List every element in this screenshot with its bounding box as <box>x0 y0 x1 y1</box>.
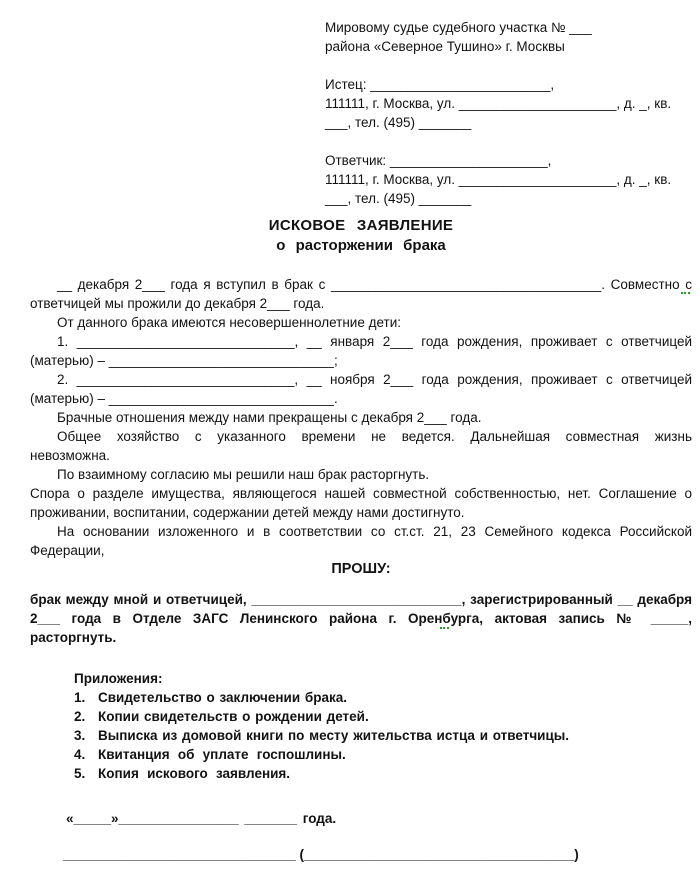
body-line: По взаимному согласию мы решили наш брак расторгнуть. <box>57 467 430 482</box>
spellcheck-underline <box>681 292 690 294</box>
body-line: Брачные отношения между нами прекращены с декабря 2___ года. <box>57 410 482 425</box>
body-line: (матерью) – ______________________________; <box>30 353 338 368</box>
attachment-item-text: Выписка из домовой книги по месту жительства истца и ответчицы. <box>98 728 570 743</box>
date-blank-line: «_____»________________ _______ года. <box>66 811 337 826</box>
statement-paragraphs <box>30 275 692 560</box>
prayer-heading: ПРОШУ: <box>331 561 391 577</box>
body-line: ответчицей мы прожили до декабря 2___ года. <box>30 296 325 311</box>
request-line: расторгнуть. <box>30 630 117 645</box>
attachment-item-number: 5. <box>74 766 86 781</box>
defendant-label-line: Ответчик: _____________________, <box>325 153 552 168</box>
body-line: невозможна. <box>30 448 110 463</box>
request-line: брак между мной и ответчицей, ____________________________, зарегистрированный __ декабря <box>30 592 692 607</box>
body-line: Федерации, <box>30 543 105 558</box>
court-header-block <box>325 18 697 208</box>
body-line: От данного брака имеются несовершеннолетние дети: <box>57 315 401 330</box>
body-line: Общее хозяйство с указанного времени не ведется. Дальнейшая совместная жизнь <box>57 429 692 444</box>
attachment-item-text: Свидетельство о заключении брака. <box>98 690 347 705</box>
attachment-item <box>74 688 680 707</box>
body-line: проживании, воспитании, содержании детей между нами достигнуто. <box>30 505 465 520</box>
attachment-item-text: Копия искового заявления. <box>98 766 291 781</box>
court-name-line: Мировому судье судебного участка № ___ <box>325 20 592 35</box>
attachment-item-number: 3. <box>74 728 86 743</box>
body-line: 2. _____________________________, __ ноября 2___ года рождения, проживает с ответчицей <box>57 372 692 387</box>
court-district-line: района «Северное Тушино» г. Москвы <box>325 39 565 54</box>
body-text-block <box>30 275 692 647</box>
body-line: __ декабря 2___ года я вступил в брак с ____________________________________. Совместно с <box>57 277 692 292</box>
header-spacer <box>325 132 697 151</box>
plaintiff-address-line: 111111, г. Москва, ул. _____________________, д. _, кв. <box>325 96 672 111</box>
spellcheck-underline <box>440 627 449 629</box>
attachment-item-text: Копии свидетельств о рождении детей. <box>98 709 369 724</box>
request-line: 2___ года в Отделе ЗАГС Ленинского района г. Оренбурга, актовая запись № _____, <box>30 611 692 626</box>
body-line: 1. _____________________________, __ января 2___ года рождения, проживает с ответчицей <box>57 334 692 349</box>
attachments-heading: Приложения: <box>74 671 163 686</box>
document-title-line2: о расторжении брака <box>276 237 446 254</box>
attachment-item <box>74 707 680 726</box>
defendant-address-line: 111111, г. Москва, ул. _____________________, д. _, кв. <box>325 172 672 187</box>
attachments-list <box>74 688 680 783</box>
attachment-item-number: 1. <box>74 690 86 705</box>
body-line: На основании изложенного и в соответствии со ст.ст. 21, 23 Семейного кодекса Российской <box>57 524 692 539</box>
attachment-item <box>74 726 680 745</box>
plaintiff-phone-line: ___, тел. (495) _______ <box>325 115 472 130</box>
request-paragraph <box>30 590 692 647</box>
body-line: (матерью) – ______________________________. <box>30 391 338 406</box>
header-spacer <box>325 56 697 75</box>
document-title-line1: ИСКОВОЕ ЗАЯВЛЕНИЕ <box>268 217 454 234</box>
body-line: Спора о разделе имущества, являющегося нашей совместной собственностью, нет. Соглашение о <box>30 486 692 501</box>
document-title <box>30 216 692 256</box>
attachments-block <box>74 669 680 783</box>
attachment-item-text: Квитанция об уплате госпошлины. <box>98 747 346 762</box>
defendant-phone-line: ___, тел. (495) _______ <box>325 191 472 206</box>
attachment-item <box>74 745 680 764</box>
attachment-item-number: 2. <box>74 709 86 724</box>
signature-blank-line: _______________________________ (____________________________________) <box>63 847 579 862</box>
plaintiff-label-line: Истец: ________________________, <box>325 77 555 92</box>
attachment-item-number: 4. <box>74 747 86 762</box>
attachment-item <box>74 764 680 783</box>
